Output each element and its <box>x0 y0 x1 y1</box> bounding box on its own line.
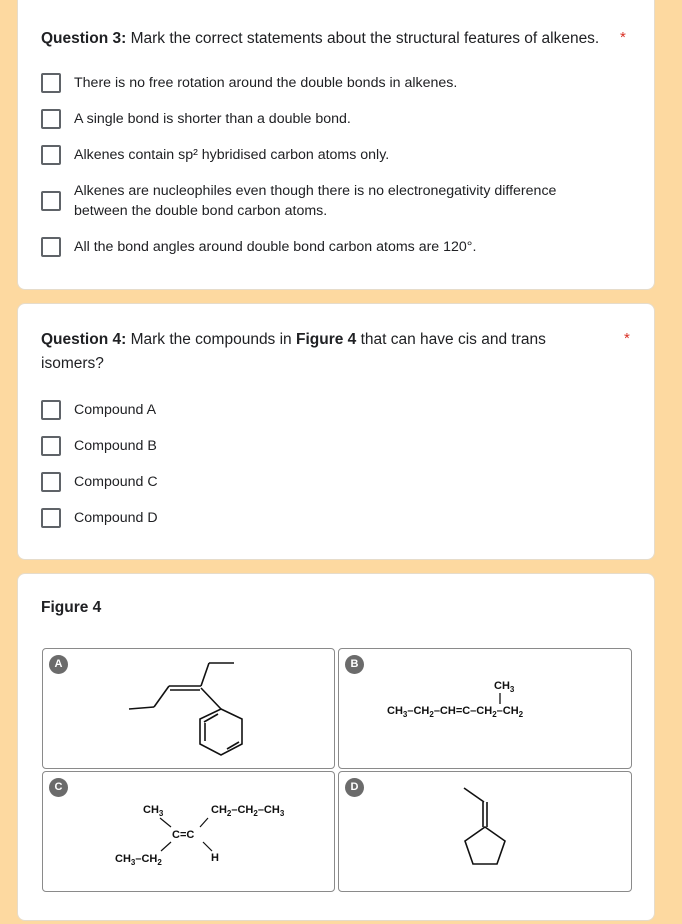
checkbox[interactable] <box>41 145 61 165</box>
compound-d-structure <box>339 772 632 892</box>
figure-panel-d <box>338 771 632 892</box>
panel-badge-a: A <box>49 655 68 674</box>
question-4-label: Question 4: <box>41 331 127 348</box>
figure-panel-b <box>338 648 632 769</box>
figure-panel-c <box>42 771 335 892</box>
figure-panel-a <box>42 648 335 769</box>
question-3-title <box>41 27 599 51</box>
option-label: Alkenes are nucleophiles even though there is no electronegativity difference between the double bond carbon atoms. <box>74 183 557 219</box>
checkbox[interactable] <box>41 191 61 211</box>
checkbox[interactable] <box>41 436 61 456</box>
checkbox[interactable] <box>41 508 61 528</box>
q3-option-4[interactable] <box>41 181 574 221</box>
option-label: All the bond angles around double bond carbon atoms are 120°. <box>74 239 477 255</box>
question-3-text: Mark the correct statements about the structural features of alkenes. <box>126 30 600 47</box>
option-label: Compound D <box>74 510 158 526</box>
question-3-card <box>17 0 655 290</box>
option-label: Compound B <box>74 438 157 454</box>
question-4-text-before: Mark the compounds in <box>126 331 296 348</box>
panel-badge-c: C <box>49 778 68 797</box>
figure-4-card <box>17 573 655 921</box>
svg-text:CH2–CH2–CH3: $CH_2-CH_2-CH_3$ <box>211 804 285 818</box>
q3-option-1[interactable] <box>41 73 614 93</box>
compound-b-structure <box>339 649 632 769</box>
option-label: There is no free rotation around the double bonds in alkenes. <box>74 75 458 91</box>
compound-a-structure <box>43 649 335 769</box>
checkbox[interactable] <box>41 109 61 129</box>
svg-text:H: H <box>211 852 219 864</box>
question-3-label: Question 3: <box>41 30 127 47</box>
checkbox[interactable] <box>41 73 61 93</box>
option-label: Compound C <box>74 474 158 490</box>
required-asterisk: * <box>624 330 630 347</box>
q3-option-3[interactable] <box>41 145 614 165</box>
required-asterisk: * <box>620 29 626 46</box>
q4-option-compound-a[interactable] <box>41 400 614 420</box>
panel-badge-b: B <box>345 655 364 674</box>
option-label: Alkenes contain sp² hybridised carbon atoms only. <box>74 147 390 163</box>
figure-title: Figure 4 <box>41 599 102 616</box>
checkbox[interactable] <box>41 400 61 420</box>
option-label: Compound A <box>74 402 157 418</box>
checkbox[interactable] <box>41 472 61 492</box>
svg-text:CH3: $CH_3$ <box>143 804 164 818</box>
q4-option-compound-d[interactable] <box>41 508 614 528</box>
compound-c-structure <box>43 772 335 892</box>
checkbox[interactable] <box>41 237 61 257</box>
panel-badge-d: D <box>345 778 364 797</box>
q3-option-2[interactable] <box>41 109 614 129</box>
q4-option-compound-c[interactable] <box>41 472 614 492</box>
question-4-title <box>41 328 561 376</box>
question-4-text-after: that can have cis and trans isomers? <box>41 331 546 372</box>
q4-option-compound-b[interactable] <box>41 436 614 456</box>
svg-text:CH3–CH2: $CH_3-CH_2$ <box>115 853 162 867</box>
svg-text:CH3: $CH_3$ <box>494 680 515 694</box>
q3-option-5[interactable] <box>41 237 614 257</box>
option-label: A single bond is shorter than a double bond. <box>74 111 351 127</box>
svg-text:C=C: C=C <box>172 829 195 841</box>
svg-text:CH3–CH2–CH=C–CH2–CH2: $CH_3-CH_2-CH=C-CH_2-CH_2$ <box>387 705 524 719</box>
question-4-figure-ref: Figure 4 <box>296 331 357 348</box>
question-4-card <box>17 303 655 560</box>
